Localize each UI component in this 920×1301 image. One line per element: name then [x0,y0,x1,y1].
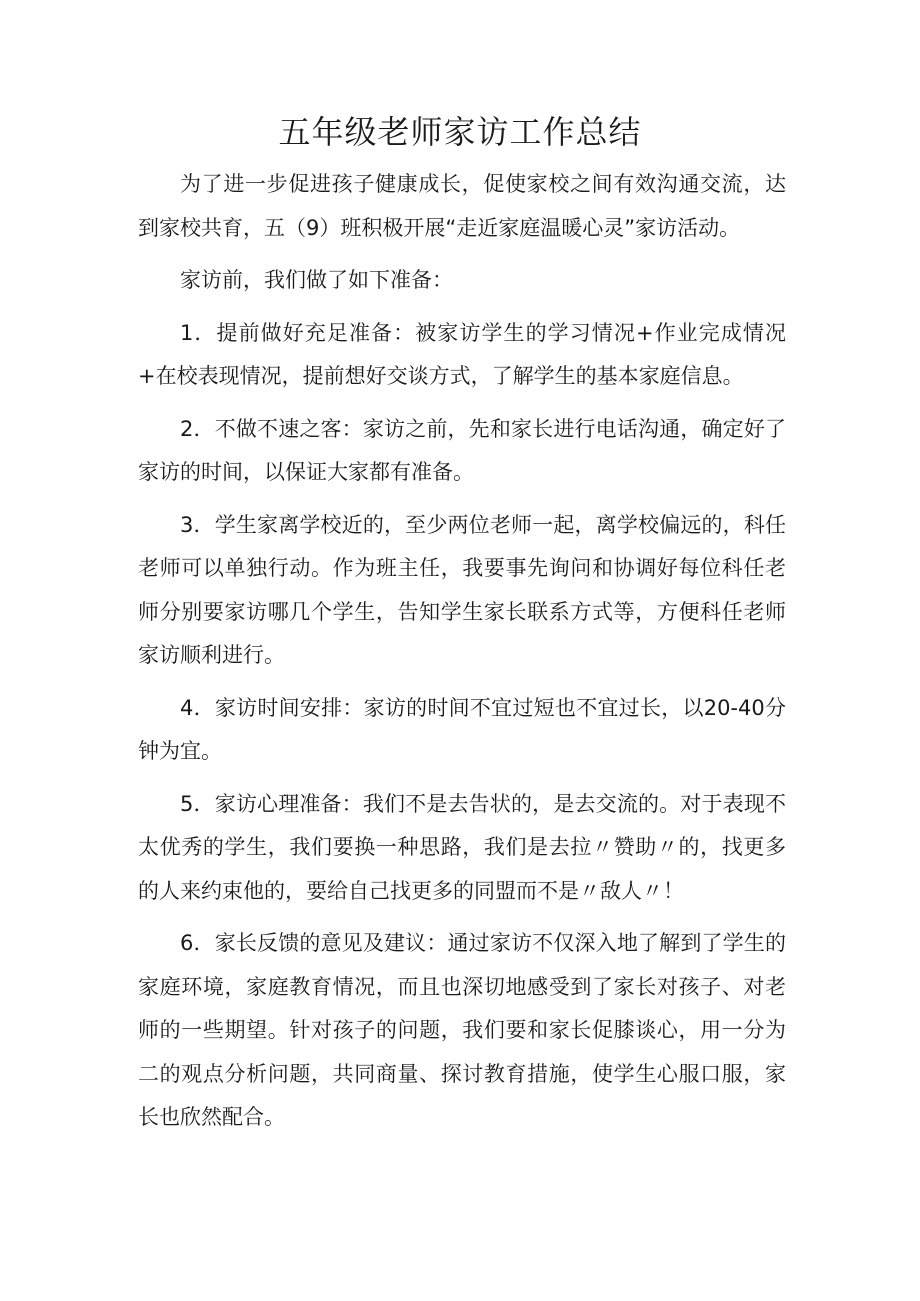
paragraph-item-2: 2．不做不速之客：家访之前，先和家长进行电话沟通，确定好了家访的时间，以保证大家都有准备。 [138,416,786,484]
paragraph-item-6: 6．家长反馈的意见及建议：通过家访不仅深入地了解到了学生的家庭环境，家庭教育情况，而且也深切地感受到了家长对孩子、对老师的一些期望。针对孩子的问题，我们要和家长促膝谈心，用一分为二的观点分析问题，共同商量、探讨教育措施，使学生心服口服，家长也欣然配合。 [138,931,786,1129]
paragraph-item-4: 4．家访时间安排：家访的时间不宜过短也不宜过长，以20-40分钟为宜。 [138,695,786,763]
document-title: 五年级老师家访工作总结 [278,113,642,151]
document-body [138,163,786,1149]
paragraph-item-1: 1．提前做好充足准备：被家访学生的学习情况+作业完成情况+在校表现情况，提前想好交谈方式，了解学生的基本家庭信息。 [138,320,786,388]
paragraph-item-3: 3．学生家离学校近的，至少两位老师一起，离学校偏远的，科任老师可以单独行动。作为班主任，我要事先询问和协调好每位科任老师分别要家访哪几个学生，告知学生家长联系方式等，方便科任老师家访顺利进行。 [138,512,786,667]
paragraph-intro: 为了进一步促进孩子健康成长，促使家校之间有效沟通交流，达到家校共育，五（9）班积极开展“走近家庭温暖心灵”家访活动。 [138,172,786,240]
paragraph-item-5: 5．家访心理准备：我们不是去告状的，是去交流的。对于表现不太优秀的学生，我们要换一种思路，我们是去拉〃赞助〃的，找更多的人来约束他的，要给自己找更多的同盟而不是〃敌人〃！ [138,791,786,903]
paragraph-preparation-heading: 家访前，我们做了如下准备： [180,268,453,292]
